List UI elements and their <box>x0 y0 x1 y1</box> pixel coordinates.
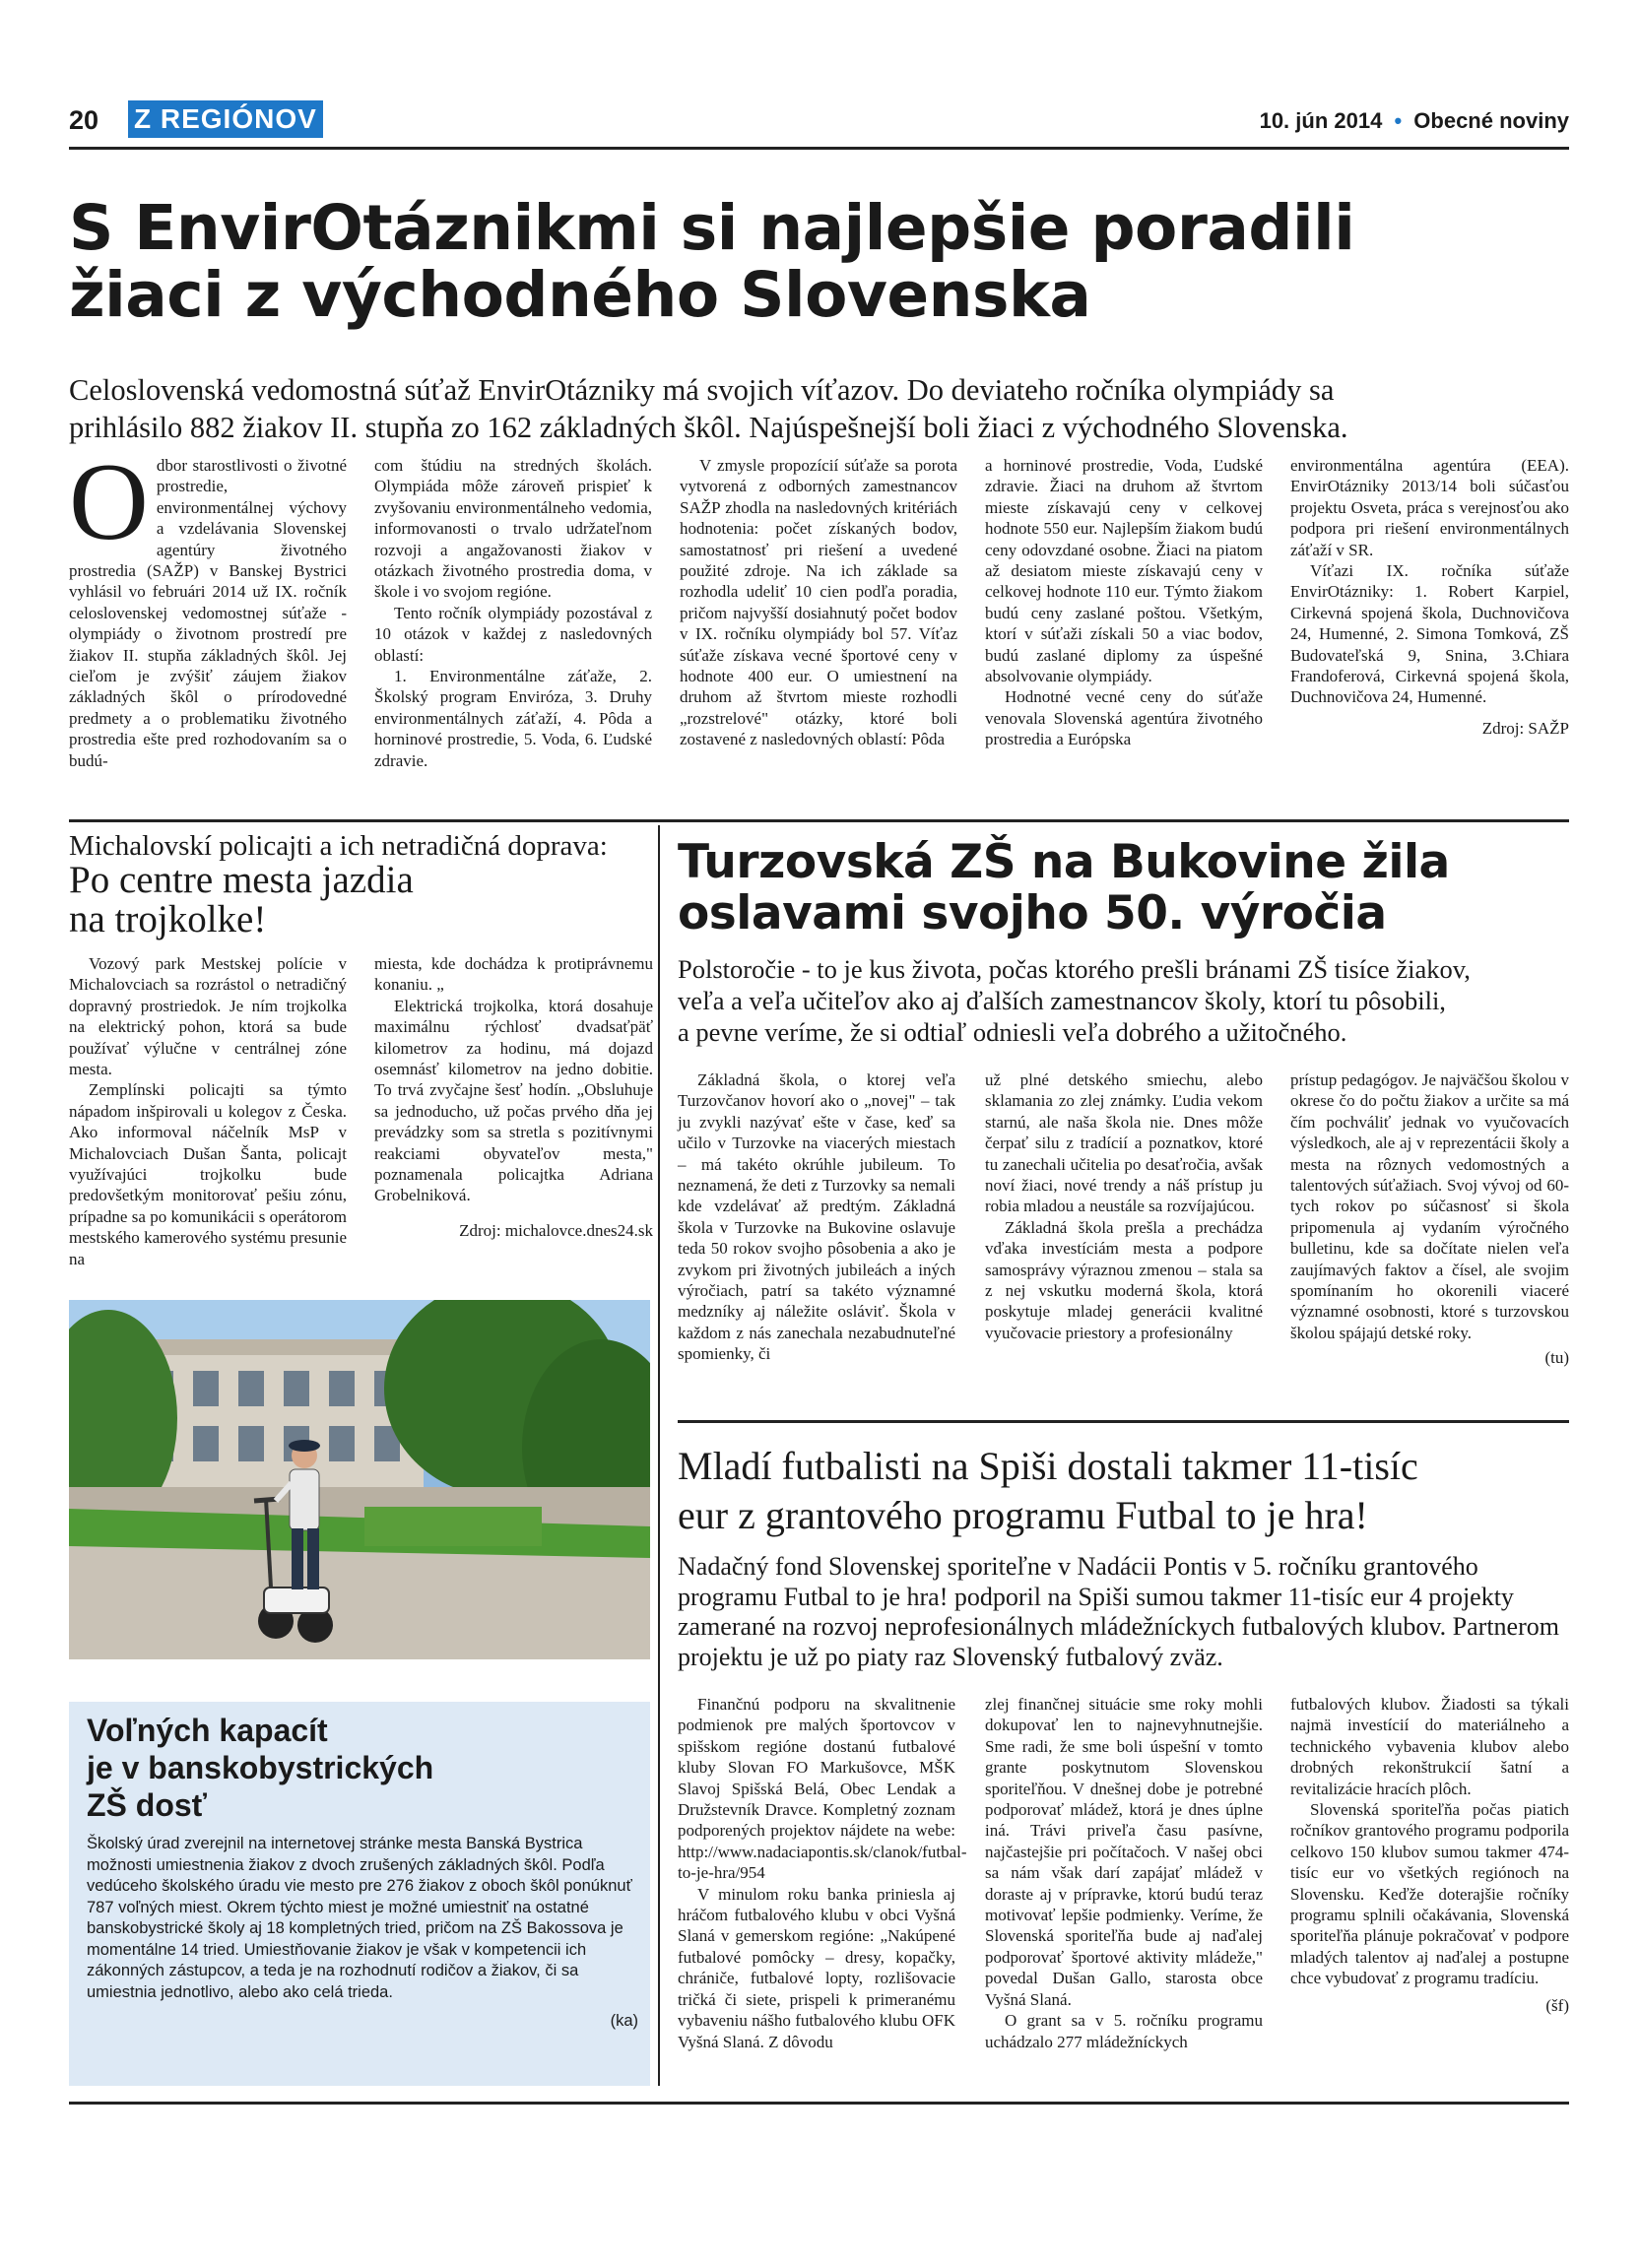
header-rule <box>69 147 1569 150</box>
article4-body: Školský úrad zverejnil na internetovej stránke mesta Banská Bystrica možnosti umiestnenia žiakov z dvoch zrušených základných škôl. Podľa vedúceho školského úradu vie mesto pre 276 žiakov z oboch škôl ponúknuť 787 voľných miest. Okrem týchto miest je možné umiestniť na ostatné banskobystrické školy aj 18 kompletných tried, pričom na ZŠ Bakossova je momentálne 14 tried. Umiestňovanie žiakov je však v kompetencii ich zákonných zástupcov, a teda je na rozhodnutí rodičov a žiakov, či sa umiestnia jednotlivo, alebo ako celá trieda. (ka) <box>87 1834 638 2033</box>
article5-lead: Nadačný fond Slovenskej sporiteľne v Nadácii Pontis v 5. ročníku grantového programu Futbal to je hra! podporil na Spiši sumou takmer 11-tisíc eur 4 projekty zamerané na rozvoj neprofesionálnych mládežníckych futbalových klubov. Partnerom projektu je už po piaty raz Slovenský futbalový zväz. <box>678 1552 1559 1671</box>
article3-col1: Základná škola, o ktorej veľa Turzovčanov hovorí ako o „novej" – tak ju zvykli nazývať ešte v čase, keď sa učilo v Turzovke na viacerých miestach – má takéto okrúhle jubileum. To neznamená, že deti z Turzovky sa nemali kde vzdelávať až predtým. Základná škola v Turzovke na Bukovine oslavuje teda 50 rokov svojho pôsobenia a ako je zvykom pri životných jubileách a iných výročiach, patrí sa takéto významné medzníky aj náležite osláviť. Škola v každom z nás zanechala nezabudnuteľné spomienky, či <box>678 1070 955 1364</box>
article5-col3: futbalových klubov. Žiadosti sa týkali najmä investícií do materiálneho a technického vybavenia klubov alebo drobných rekonštrukcií šatní a revitalizácie hracích plôch. Slovenská sporiteľňa počas piatich ročníkov grantového programu podporila celkovo 150 klubov sumou takmer 474-tisíc eur vo všetkých regiónoch na Slovensku. Keďže doterajšie ročníky programu splnili očakávania, Slovenská sporiteľňa plánuje pokračovať v podpore mladých talentov aj naďalej a postupne chce vybudovať z programu tradíciu. (šf) <box>1290 1695 1569 2015</box>
section-label: Z REGIÓNOV <box>128 100 323 138</box>
article3-lead: Polstoročie - to je kus života, počas ktorého prešli bránami ZŠ tisíce žiakov, veľa a veľa učiteľov ako aj ďalších zamestnancov školy, ktorí tu pôsobili, a pevne veríme, že si odtiaľ odniesli veľa dobrého a užitočného. <box>678 954 1471 1047</box>
publication-name: Obecné noviny <box>1413 108 1569 133</box>
article3-source: (tu) <box>1544 1348 1569 1368</box>
article1-bottom-rule <box>69 819 1569 822</box>
article2-source: Zdroj: michalovce.dnes24.sk <box>459 1220 653 1240</box>
article1-source: Zdroj: SAŽP <box>1481 718 1569 738</box>
article5-title: Mladí futbalisti na Spiši dostali takmer 11-tisíc eur z grantového programu Futbal to je hra! <box>678 1444 1418 1537</box>
article5-col1: Finančnú podporu na skvalitnenie podmienok pre malých športovcov v spišskom regióne dostanú futbalové kluby Slovan FO Markušovce, MŠK Slavoj Spišská Belá, Obec Lendak a Družstevník Dravce. Kompletný zoznam podporených projektov nájdete na webe: http://www.nadaciapontis.sk/clanok/futbal-to-je-hra/954 V minulom roku banka priniesla aj hráčom futbalového klubu v obci Vyšná Slaná v gemerskom regióne: „Nakúpené futbalové pomôcky – dresy, kopačky, chrániče, futbalové lopty, rozlišovacie tričká či siete, prispeli k primeranému vybaveniu nášho futbalového klubu OFK Vyšná Slaná. Z dôvodu <box>678 1695 967 2051</box>
dropcap: O <box>69 441 149 563</box>
police-tricycle-photo <box>69 1300 650 1659</box>
article5-col2: zlej finančnej situácie sme roky mohli dokupovať len to najnevyhnutnejšie. Sme radi, že sme boli úspešní v tomto grante poskytnutom Slovenskou sporiteľňou. V dnešnej dobe je potrebné podporovať mládež, ktorá je dnes úplne iná. Trávi priveľa času pasívne, najčastejšie pri počítačoch. V našej obci sa nám však darí zapájať mládež v doraste aj v prípravke, ktorú budú teraz motivovať lepšie podmienky. Veríme, že Slovenská sporiteľňa bude aj naďalej podporovať športové aktivity mládeže," povedal Dušan Gallo, starosta obce Vyšná Slaná. O grant sa v 5. ročníku programu uchádzalo 277 mládežníckych <box>985 1695 1263 2051</box>
article3-col3: prístup pedagógov. Je najväčšou školou v okrese čo do počtu žiakov a určite sa má čím pochváliť jednak vo vyučovacích výsledkoch, ale aj v reprezentácii školy a mesta na rôznych vedomostných a talentových súťažiach. Svoj vývoj od 60-tych rokov po súčasnosť si škola pripomenula aj vydaním výročného bulletinu, kde sa dočítate nielen veľa zaujímavých faktov a čísel, ale svojim spomínaním ho okorenili viaceré významné osobnosti, ktoré s turzovskou školou spájajú detské roky. (tu) <box>1290 1070 1569 1368</box>
article3-col2: už plné detského smiechu, alebo sklamania zo zlej známky. Ľudia vekom starnú, ale naša škola nie. Dnes môže čerpať silu z tradícií a poznatkov, ktoré tu zanechali učitelia po desaťročia, avšak noví žiaci, nové trendy a náš prístup ju robia mladou a neustále sa rozvíjajúcou. Základná škola prešla a prechádza vďaka investíciám mesta a podpore samosprávy výraznou zmenou – stala sa z nej vskutku moderná škola, ktorá poskytuje mladej generácii kvalitné vyučovacie priestory a profesionálny <box>985 1070 1263 1342</box>
issue-date: 10. jún 2014 <box>1259 108 1383 133</box>
column-divider <box>658 825 660 2086</box>
article1-col1: O dbor starostlivosti o životné prostredie, environmentálnej výchovy a vzdelávania Slovenskej agentúry životného prostredia (SAŽP) v Banskej Bystrici vyhlásil vo februári 2014 už IX. ročník celoslovenskej vedomostnej súťaže - olympiády o životnom prostredí pre žiakov II. stupňa základných škôl. Jej cieľom je zvýšiť záujem žiakov základných škôl o prírodovedné predmety a o problematiku životného prostredia ešte pred rozhodovaním sa o budú- <box>69 441 347 770</box>
article1-col4: a horninové prostredie, Voda, Ľudské zdravie. Žiaci na druhom až štvrtom mieste získavajú ceny v celkovej hodnote 550 eur. Najlepším žiakom budú ceny odovzdané osobne. Žiaci na piatom až desiatom mieste získavajú ceny v celkovej hodnote 110 eur. Týmto žiakom budú ceny zaslané poštou. Všetkým, ktorí v súťaži získali 50 a viac bodov, budú zaslané diplomy za úspešné absolvovanie olympiády. Hodnotné vecné ceny do súťaže venovala Slovenská agentúra životného prostredia a Európska <box>985 456 1263 749</box>
page-bottom-rule <box>69 2102 1569 2105</box>
article2-kicker: Michalovskí policajti a ich netradičná doprava: <box>69 830 608 862</box>
article3-bottom-rule <box>678 1420 1569 1423</box>
article2-title: Po centre mesta jazdia na trojkolke! <box>69 859 414 940</box>
article1-lead: Celoslovenská vedomostná súťaž EnvirOtázniky má svojich víťazov. Do deviateho ročníka olympiády sa prihlásilo 882 žiakov II. stupňa zo 162 základných škôl. Najúspešnejší boli žiaci z východného Slovenska. <box>69 373 1348 444</box>
article1-col5: environmentálna agentúra (EEA). EnvirOtázniky 2013/14 boli súčasťou projektu Osveta, práca s verejnosťou ako podpora pri riešení environmentálnych záťaží v SR. Víťazi IX. ročníka súťaže EnvirOtázniky: 1. Robert Karpiel, Cirkevná spojená škola, Duchnovičova 24, Humenné, 2. Simona Tomková, ZŠ Budovateľská 9, Snina, 3.Chiara Frandoferová, Cirkevná spojená škola, Duchnovičova 24, Humenné. Zdroj: SAŽP <box>1290 456 1569 738</box>
page-number: 20 <box>69 105 99 135</box>
article2-col2: miesta, kde dochádza k protiprávnemu konaniu. „ Elektrická trojkolka, ktorá dosahuje maximálnu rýchlosť dvadsaťpäť kilometrov za hodinu, má dojazd osemnásť kilometrov na jedno dobitie. To trvá zvyčajne šesť hodín. „Obsluhuje sa jednoducho, už počas prvého dňa jej prevádzky som sa stretla s pozitívnymi reakciami obyvateľov mesta," poznamenala policajtka Adriana Grobelniková. Zdroj: michalovce.dnes24.sk <box>374 954 653 1240</box>
article3-title: Turzovská ZŠ na Bukovine žila oslavami svojho 50. výročia <box>678 835 1450 940</box>
article1-col2: com štúdiu na stredných školách. Olympiáda môže zároveň prispieť k zvyšovaniu environmentálneho vedomia, informovanosti o trvalo udržateľnom rozvoji a angažovanosti žiakov v otázkach životného prostredia doma, v škole i vo svojom regióne. Tento ročník olympiády pozostával z 10 otázok v každej z nasledovných oblastí: 1. Environmentálne záťaže, 2. Školský program Enviróza, 3. Druhy environmentálnych záťaží, 4. Pôda a horninové prostredie, 5. Voda, 6. Ľudské zdravie. <box>374 456 652 770</box>
article1-col3: V zmysle propozícií súťaže sa porota vytvorená z odborných zamestnancov SAŽP zhodla na nasledovných kritériách hodnotenia: počet získaných bodov, samostatnosť pri riešení a uvedené použité zdroje. Na ich základe sa rozhodla udeliť 10 cien podľa poradia, pričom najvyšší dosiahnutý počet bodov v IX. ročníku olympiády bol 57. Víťaz súťaže získava vecné športové ceny v hodnote 400 eur. O umiestnení na druhom až štvrtom mieste rozhodli „rozstrelové" otázky, ktoré boli zostavené z nasledovných oblastí: Pôda <box>680 456 957 749</box>
article1-title: S EnvirOtáznikmi si najlepšie poradili žiaci z východného Slovenska <box>69 192 1355 331</box>
article5-source: (šf) <box>1545 1995 1569 2015</box>
article4-title: Voľných kapacít je v banskobystrických ZŠ dosť <box>87 1713 434 1823</box>
header-info <box>1260 106 1569 136</box>
header-separator: • <box>1394 108 1403 133</box>
article4-source: (ka) <box>610 2012 638 2030</box>
article2-col1: Vozový park Mestskej polície v Michalovciach sa rozrástol o netradičný dopravný prostriedok. Je ním trojkolka na elektrický pohon, ktorá sa bude používať výlučne v centrálnej zóne mesta. Zemplínski policajti sa týmto nápadom inšpirovali u kolegov z Česka. Ako informoval náčelník MsP v Michalovciach Dušan Šanta, policajt využívajúci trojkolku bude predovšetkým monitorovať pešiu zónu, prípadne sa po komunikácii s operátorom mestského kamerového systému presunie na <box>69 954 347 1268</box>
